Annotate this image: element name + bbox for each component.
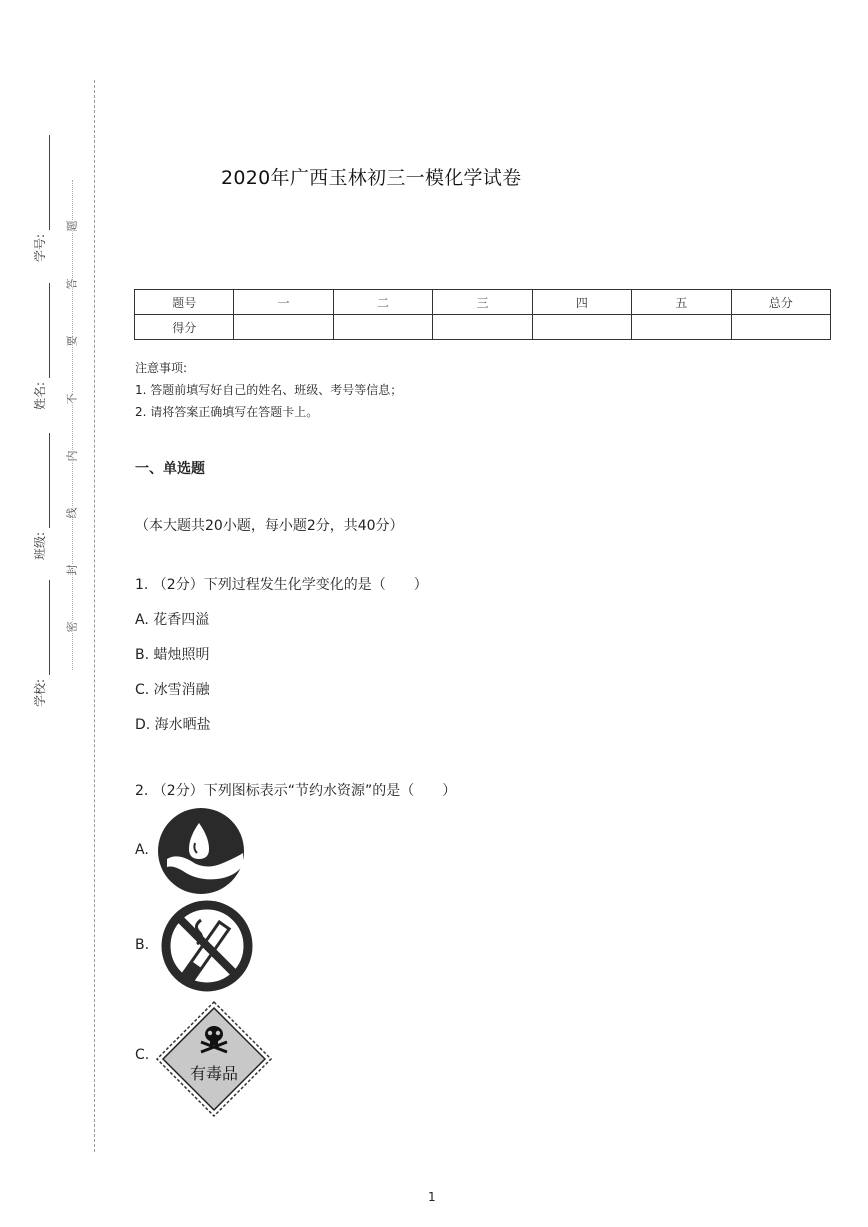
score-cell[interactable] [433,315,532,340]
no-smoking-icon[interactable] [161,900,253,992]
question-1-option-b[interactable]: B. 蜡烛照明 [135,647,210,663]
seal-char: 要 [65,335,79,347]
table-cell: 二 [333,290,432,315]
page-title: 2020年广西玉林初三一模化学试卷 [221,167,522,189]
score-table-header-row [135,290,831,315]
table-cell: 三 [433,290,532,315]
table-cell: 得分 [135,315,234,340]
notes-heading: 注意事项: [135,361,188,375]
class-line [49,433,50,528]
section-title: 一、单选题 [135,461,205,477]
page-number: 1 [428,1190,436,1204]
cut-line [94,80,95,1152]
table-cell: 一 [234,290,333,315]
seal-char: 答 [65,278,79,290]
name-line [49,283,50,378]
question-2-option-b[interactable]: B. [135,937,150,953]
notes-item: 1. 答题前填写好自己的姓名、班级、考号等信息； [135,383,403,397]
question-2-option-c[interactable]: C. [135,1047,150,1063]
notes-item: 2. 请将答案正确填写在答题卡上。 [135,405,319,419]
seal-char: 不 [65,393,79,405]
section-description: （本大题共20小题，每小题2分，共40分） [135,518,404,534]
table-cell: 总分 [731,290,830,315]
question-1-stem: 1. （2分）下列过程发生化学变化的是（ ） [135,577,428,593]
student-id-label: 学号: [33,233,47,262]
water-saving-icon[interactable] [157,807,245,895]
seal-char: 题 [65,220,79,232]
score-cell[interactable] [632,315,731,340]
score-table [134,289,831,340]
seal-char: 密 [65,621,79,633]
name-label: 姓名: [33,381,47,410]
toxic-label: 有毒品 [189,1064,238,1083]
table-cell: 四 [532,290,631,315]
question-1-option-a[interactable]: A. 花香四溢 [135,612,210,628]
school-label: 学校: [33,678,47,707]
score-table-score-row [135,315,831,340]
score-cell[interactable] [333,315,432,340]
seal-char: 线 [65,507,79,519]
question-1-option-d[interactable]: D. 海水晒盐 [135,717,211,733]
notes [135,357,402,423]
table-cell: 题号 [135,290,234,315]
student-id-line [49,135,50,230]
toxic-substance-icon[interactable] [155,1000,273,1118]
school-line [49,580,50,675]
score-cell[interactable] [532,315,631,340]
class-label: 班级: [33,531,47,560]
question-2-stem: 2. （2分）下列图标表示“节约水资源”的是（ ） [135,783,457,799]
question-1-option-c[interactable]: C. 冰雪消融 [135,682,210,698]
seal-char: 封 [65,564,79,576]
question-2-option-a[interactable]: A. [135,842,149,858]
seal-char: 内 [65,450,79,462]
score-cell[interactable] [234,315,333,340]
score-cell[interactable] [731,315,830,340]
table-cell: 五 [632,290,731,315]
